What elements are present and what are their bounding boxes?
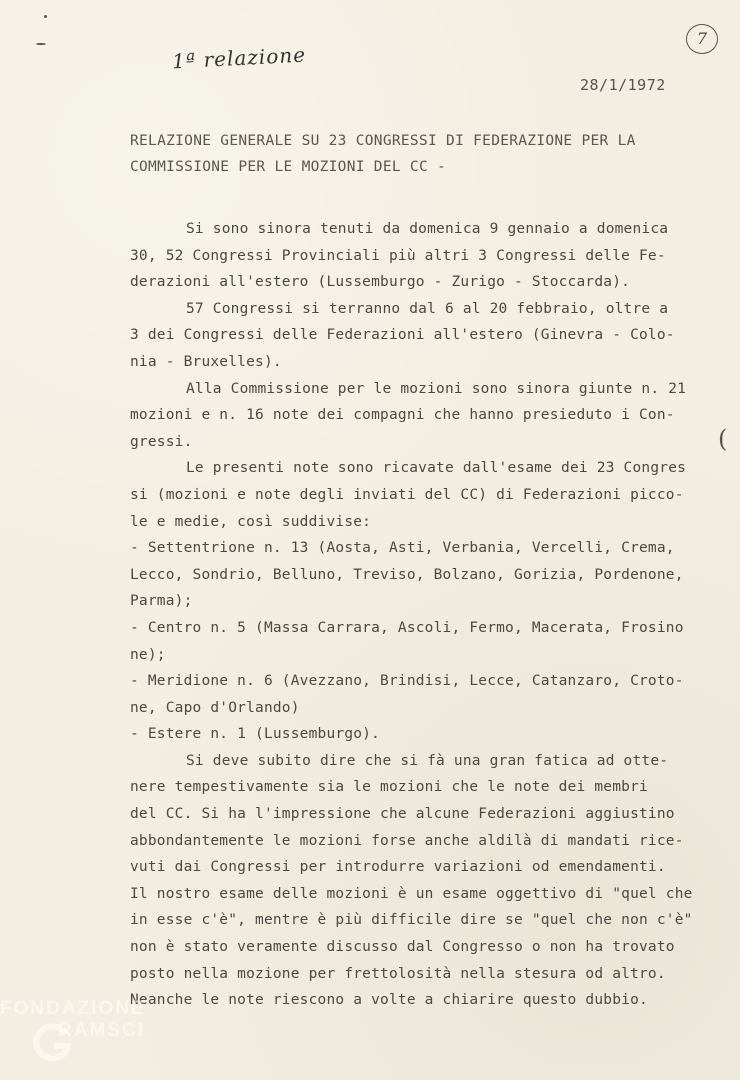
body-line: le e medie, così suddivise: <box>130 513 372 530</box>
body-line: mozioni e n. 16 note dei compagni che hanno presieduto i Con- <box>130 407 675 424</box>
body-line: - Centro n. 5 (Massa Carrara, Ascoli, Fermo, Macerata, Frosino <box>130 619 684 636</box>
body-line: del CC. Si ha l'impressione che alcune Federazioni aggiustino <box>130 806 675 823</box>
page-number: 7 <box>686 24 718 54</box>
body-line: Si sono sinora tenuti da domenica 9 gennaio a domenica <box>186 221 669 237</box>
watermark-line: FONDAZIONE <box>0 998 146 1019</box>
body-line: 3 dei Congressi delle Federazioni all'estero (Ginevra - Colo- <box>130 327 675 344</box>
body-line: in esse c'è", mentre è più difficile dire se "quel che non c'è" <box>130 912 693 929</box>
body-line: gressi. <box>130 433 193 450</box>
body-line: ne); <box>130 646 166 663</box>
body-line: Si deve subito dire che si fà una gran fatica ad otte- <box>186 752 669 769</box>
body-line: ne, Capo d'Orlando) <box>130 699 300 716</box>
watermark <box>0 998 200 1042</box>
ink-speck <box>44 15 47 18</box>
body-line: Neanche le note riescono a volte a chiarire questo dubbio. <box>130 992 648 1009</box>
body-line: Lecco, Sondrio, Belluno, Treviso, Bolzano, Gorizia, Pordenone, <box>130 566 684 583</box>
body-line: Le presenti note sono ricavate dall'esame dei 23 Congres <box>186 460 687 477</box>
title-line: RELAZIONE GENERALE SU 23 CONGRESSI DI FEDERAZIONE PER LA <box>130 133 636 149</box>
gramsci-logo-icon <box>32 1022 72 1062</box>
body-line: nere tempestivamente sia le mozioni che le note dei membri <box>130 779 648 796</box>
body-line: abbondantemente le mozioni forse anche aldilà di mandati rice- <box>130 832 684 849</box>
document-date: 28/1/1972 <box>580 76 666 94</box>
body-line: si (mozioni e note degli inviati del CC) di Federazioni picco- <box>130 486 684 503</box>
document-body <box>130 216 693 1014</box>
body-line: nia - Bruxelles). <box>130 353 282 370</box>
body-line: vuti dai Congressi per introdurre variazioni od emendamenti. <box>130 859 666 876</box>
body-line: Alla Commissione per le mozioni sono sinora giunte n. 21 <box>186 380 687 397</box>
title-line: COMMISSIONE PER LE MOZIONI DEL CC - <box>130 159 447 175</box>
handwritten-note: 1ª relazione <box>171 42 307 74</box>
body-line: 57 Congressi si terranno dal 6 al 20 febbraio, oltre a <box>186 300 669 317</box>
body-line: Il nostro esame delle mozioni è un esame oggettivo di "quel che <box>130 885 693 902</box>
body-line: Parma); <box>130 593 193 610</box>
margin-mark: ( <box>718 425 728 453</box>
body-line: - Settentrione n. 13 (Aosta, Asti, Verbania, Vercelli, Crema, <box>130 540 675 557</box>
body-line: - Estere n. 1 (Lussemburgo). <box>130 726 381 743</box>
body-line: derazioni all'estero (Lussemburgo - Zurigo - Stoccarda). <box>130 274 631 291</box>
body-line: posto nella mozione per frettolosità nella stesura od altro. <box>130 965 666 982</box>
body-line: - Meridione n. 6 (Avezzano, Brindisi, Lecce, Catanzaro, Croto- <box>130 673 684 690</box>
body-line: 30, 52 Congressi Provinciali più altri 3 Congressi delle Fe- <box>130 247 666 264</box>
document-title <box>130 128 690 180</box>
ink-speck <box>36 43 46 45</box>
watermark-line: RAMSCI <box>58 1020 145 1041</box>
body-line: non è stato veramente discusso dal Congresso o non ha trovato <box>130 939 675 956</box>
